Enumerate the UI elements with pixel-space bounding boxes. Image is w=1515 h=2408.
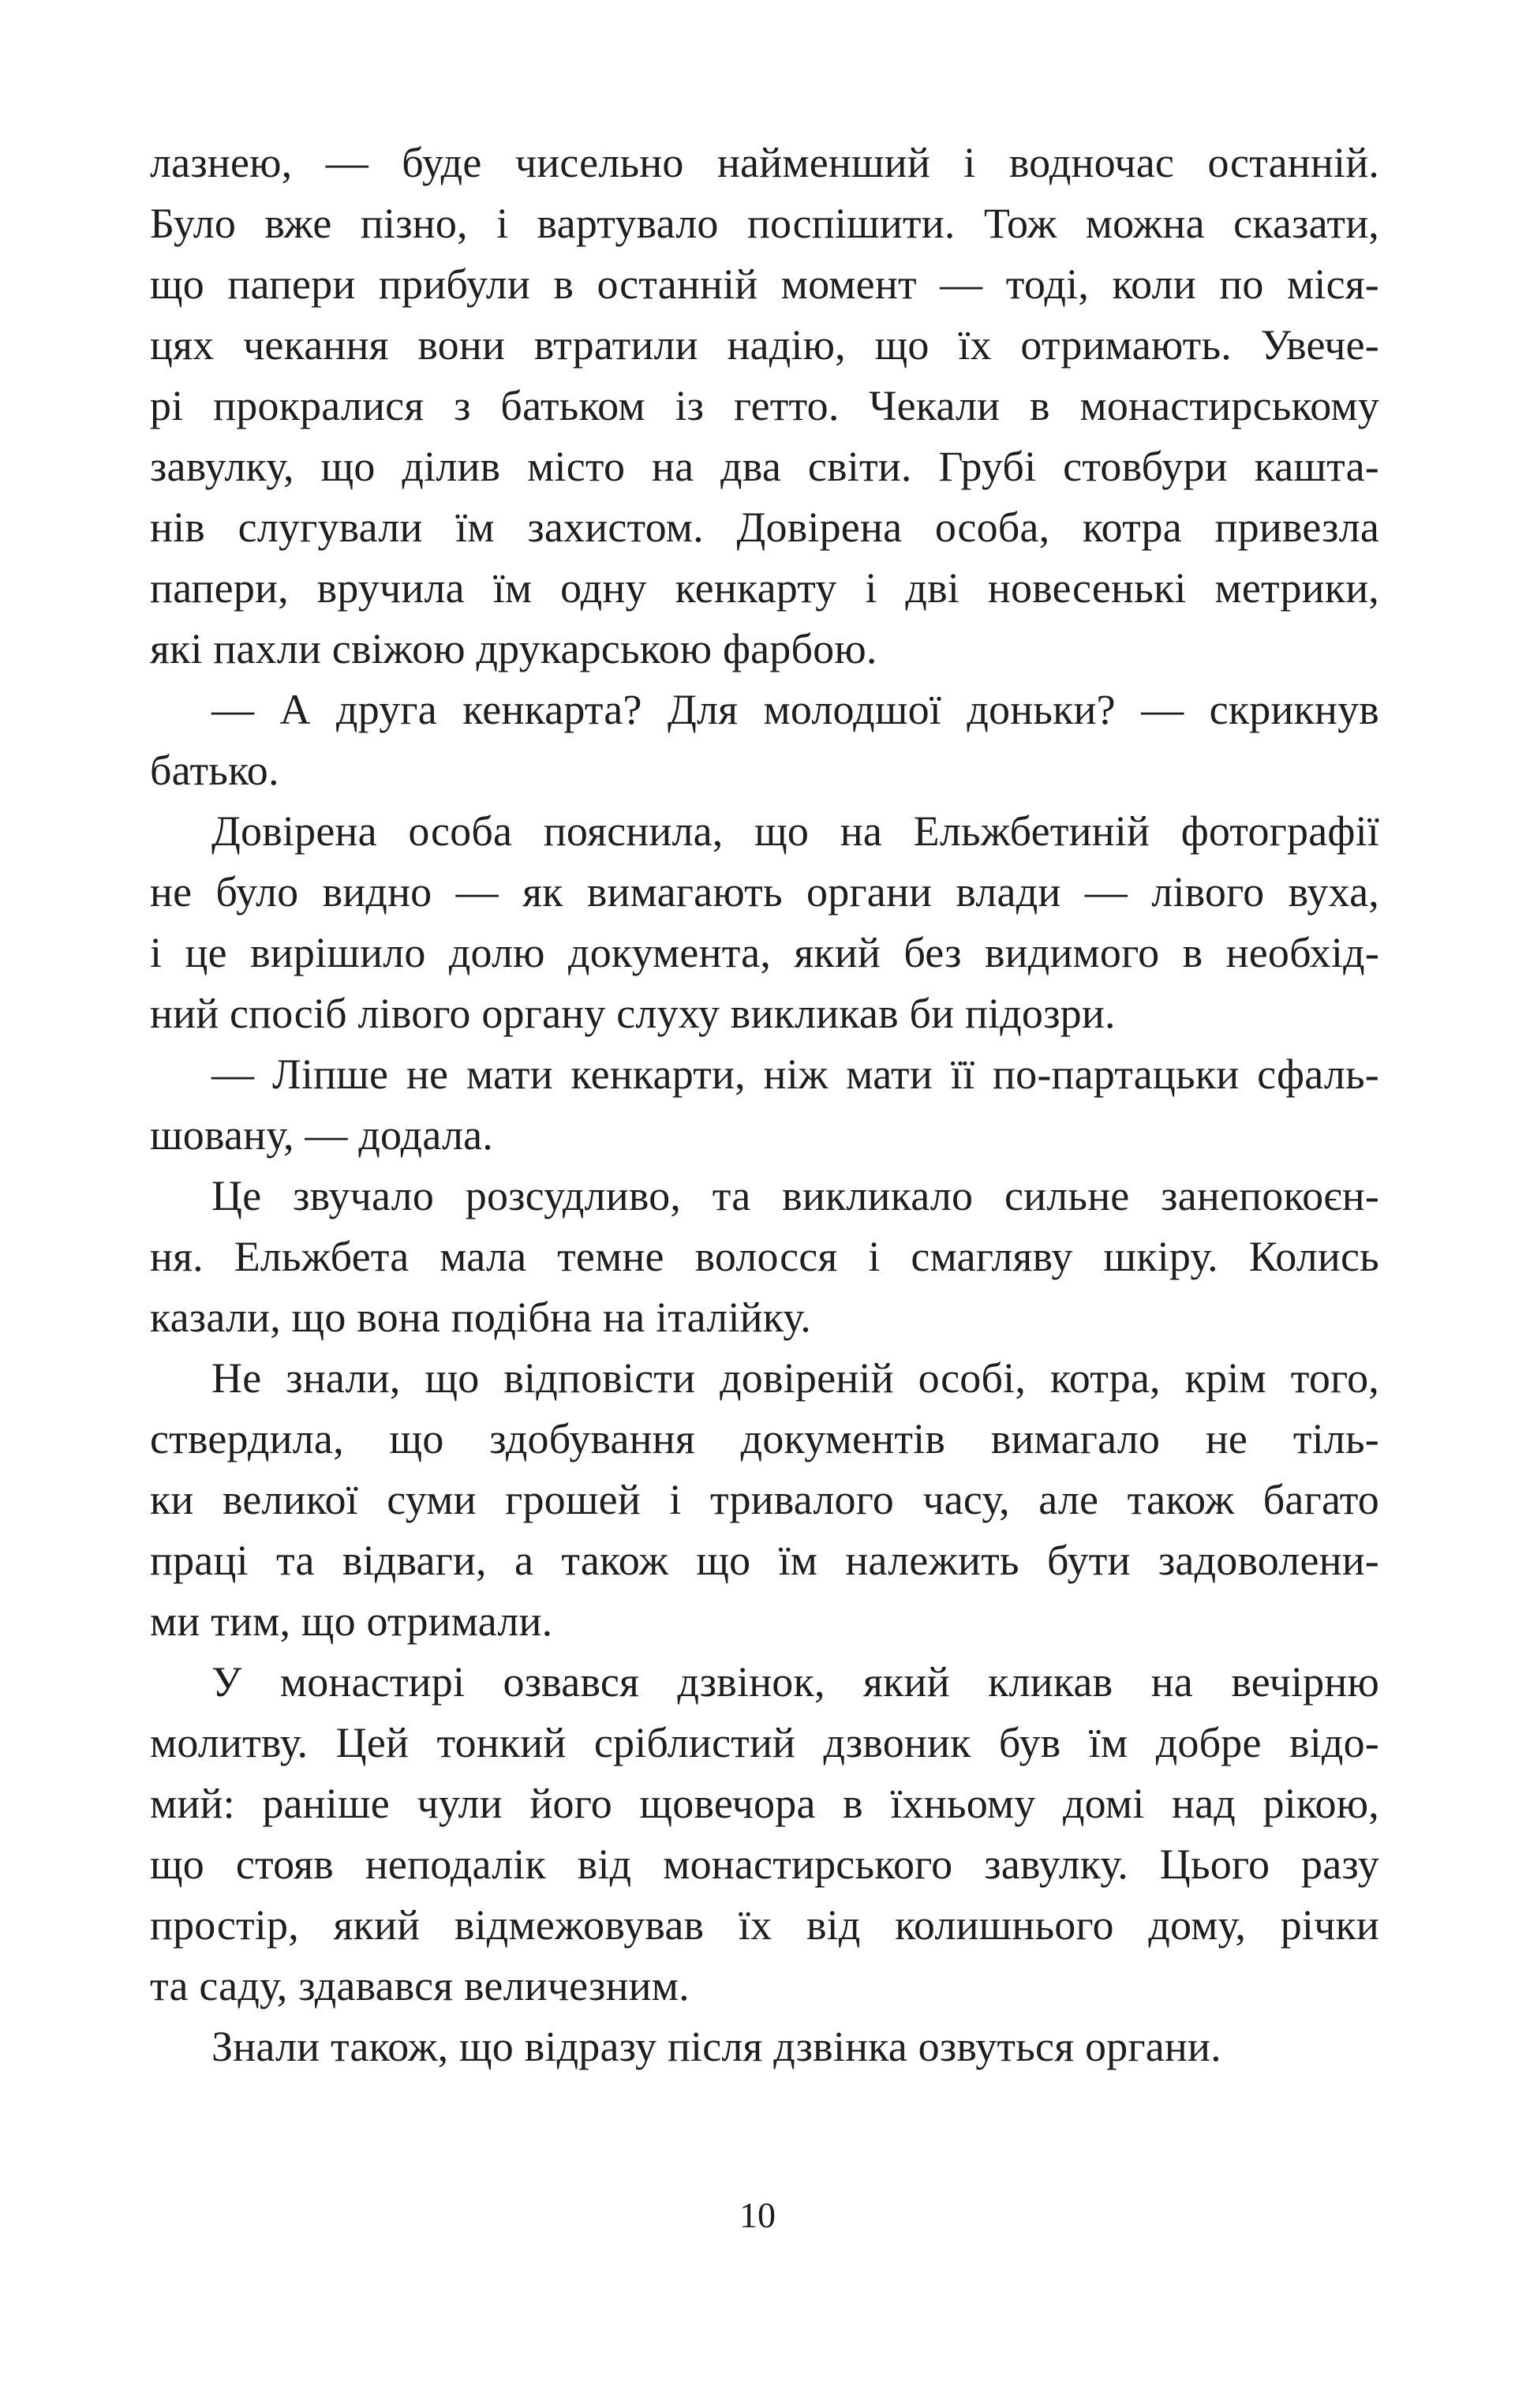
text-line: завулку, що ділив місто на два світи. Грубі стовбури кашта-: [150, 443, 1379, 490]
text-line: та саду, здавався величезним.: [150, 1962, 690, 2009]
text-line: лазнею, — буде чисельно найменший і водночас останній.: [150, 139, 1379, 186]
paragraph: [150, 680, 1379, 801]
paragraph: [150, 1044, 1379, 1166]
text-line: казали, що вона подібна на італійку.: [150, 1294, 811, 1341]
text-line: шовану, — додала.: [150, 1111, 493, 1159]
paragraph: [150, 2017, 1379, 2077]
text-line: папери, вручила їм одну кенкарту і дві новесенькі метрики,: [150, 564, 1379, 612]
text-line: ня. Ельжбета мала темне волосся і смагляву шкіру. Колись: [150, 1233, 1379, 1280]
page-number: 10: [739, 2195, 776, 2235]
paragraph: [150, 1652, 1379, 2017]
text-line: Це звучало розсудливо, та викликало сильне занепокоєн-: [211, 1172, 1379, 1219]
text-line: — Ліпше не мати кенкарти, ніж мати її по-партацьки сфаль-: [211, 1050, 1379, 1098]
text-line: Було вже пізно, і вартувало поспішити. Тож можна сказати,: [150, 200, 1379, 247]
text-line: що папери прибули в останній момент — тоді, коли по міся-: [150, 260, 1379, 308]
text-line: ми тим, що отримали.: [150, 1597, 553, 1645]
text-line: не було видно — як вимагають органи влади — лівого вуха,: [150, 868, 1379, 916]
paragraph: [150, 801, 1379, 1044]
text-line: цях чекання вони втратили надію, що їх отримають. Увече-: [150, 321, 1379, 369]
text-line: мий: раніше чули його щовечора в їхньому домі над рікою,: [150, 1780, 1379, 1827]
paragraph: [150, 1348, 1379, 1652]
text-line: — А друга кенкарта? Для молодшої доньки? — скрикнув: [211, 686, 1379, 733]
text-line: ки великої суми грошей і тривалого часу, але також багато: [150, 1476, 1379, 1523]
text-line: Знали також, що відразу після дзвінка озвуться органи.: [211, 2023, 1221, 2070]
text-line: простір, який відмежовував їх від колишнього дому, річки: [150, 1901, 1379, 1949]
text-line: молитву. Цей тонкий сріблистий дзвоник був їм добре відо-: [150, 1719, 1379, 1766]
text-line: батько.: [150, 747, 279, 794]
text-line: і це вирішило долю документа, який без видимого в необхід-: [150, 929, 1379, 976]
text-line: рі прокралися з батьком із гетто. Чекали в монастирському: [150, 382, 1379, 429]
paragraph: [150, 1166, 1379, 1348]
text-line: які пахли свіжою друкарською фарбою.: [150, 625, 877, 672]
text-line: праці та відваги, а також що їм належить бути задоволени-: [150, 1537, 1379, 1584]
text-line: Не знали, що відповісти довіреній особі, котра, крім того,: [211, 1354, 1379, 1402]
text-line: ствердила, що здобування документів вимагало не тіль-: [150, 1415, 1379, 1462]
text-line: що стояв неподалік від монастирського завулку. Цього разу: [150, 1841, 1379, 1888]
text-line: Довірена особа пояснила, що на Ельжбетиній фотографії: [211, 807, 1379, 855]
text-line: ний спосіб лівого органу слуху викликав би підозри.: [150, 990, 1116, 1037]
text-line: У монастирі озвався дзвінок, який кликав на вечірню: [211, 1658, 1379, 1706]
paragraph: [150, 133, 1379, 680]
text-block: [150, 133, 1379, 2077]
text-line: нів слугували їм захистом. Довірена особа, котра привезла: [150, 504, 1379, 551]
